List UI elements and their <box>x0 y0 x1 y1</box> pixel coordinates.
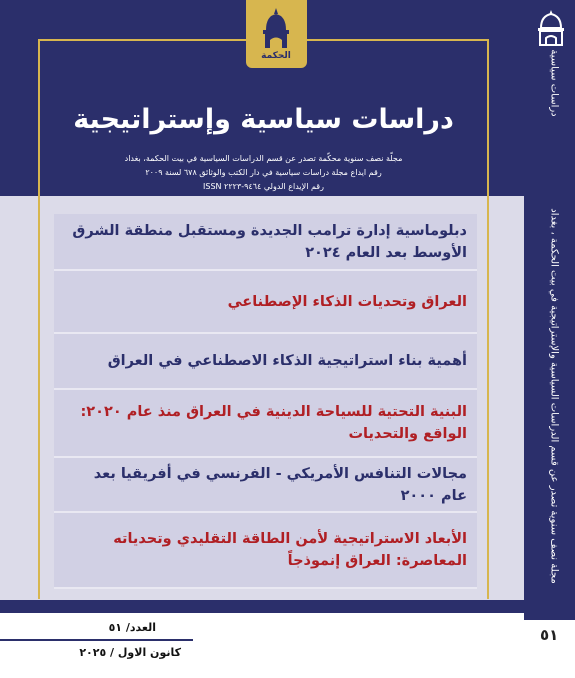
corner-dome-icon <box>531 8 571 54</box>
spine-title-text: دراسات سياسية <box>548 49 560 117</box>
table-of-contents <box>54 214 477 589</box>
journal-description: مجلّة نصف سنوية محكّمة تصدر عن قسم الدراسات السياسية في بيت الحكمة، بغداد <box>124 154 403 163</box>
logo-text: الحكمة <box>261 51 291 61</box>
toc-item[interactable] <box>54 271 477 334</box>
toc-item-title: البنية التحتية للسياحة الدينية في العراق منذ عام ٢٠٢٠: الواقع والتحديات <box>80 404 467 442</box>
footer-band <box>0 600 575 613</box>
gold-frame-line <box>38 39 246 41</box>
logo-badge <box>246 0 307 68</box>
footer-divider <box>0 639 193 641</box>
toc-item-title: دبلوماسية إدارة ترامب الجديدة ومستقبل منطقة الشرق الأوسط بعد العام ٢٠٢٤ <box>72 222 467 261</box>
toc-item-title: أهمية بناء استراتيجية الذكاء الاصطناعي في العراق <box>107 353 467 369</box>
spine-description-text: مجلة نصف سنوية تصدر عن قسم الدراسات السياسية والإستراتيجية في بيت الحكمة ، بغداد <box>548 208 560 584</box>
gold-frame-line <box>307 39 487 41</box>
issue-date: كانون الاول / ٢٠٢٥ <box>79 646 181 659</box>
issn-number: رقم الإيداع الدولي ٩٤٦٤-٢٢٢٣ ISSN <box>203 182 324 191</box>
toc-item[interactable] <box>54 214 477 271</box>
toc-item-title: الأبعاد الاستراتيجية لأمن الطاقة التقليدي وتحدياته المعاصرة: العراق إنموذجاً <box>113 531 467 569</box>
dome-logo-icon <box>254 6 299 62</box>
toc-item-title: مجالات التنافس الأمريكي - الفرنسي في أفريقيا بعد عام ٢٠٠٠ <box>93 465 467 504</box>
page-number: ٥١ <box>540 626 559 644</box>
gold-frame-line <box>487 39 489 599</box>
journal-title: دراسات سياسية وإستراتيجية <box>73 104 454 135</box>
deposit-number: رقم ايداع مجلة دراسات سياسية في دار الكتب والوثائق ٦٧٨ لسنة ٢٠٠٩ <box>145 168 382 177</box>
issue-number: العدد/ ٥١ <box>108 621 156 634</box>
toc-item-title: العراق وتحديات الذكاء الإصطناعي <box>227 293 467 310</box>
toc-item[interactable] <box>54 513 477 589</box>
toc-item[interactable] <box>54 458 477 513</box>
toc-item[interactable] <box>54 334 477 390</box>
toc-item[interactable] <box>54 390 477 458</box>
